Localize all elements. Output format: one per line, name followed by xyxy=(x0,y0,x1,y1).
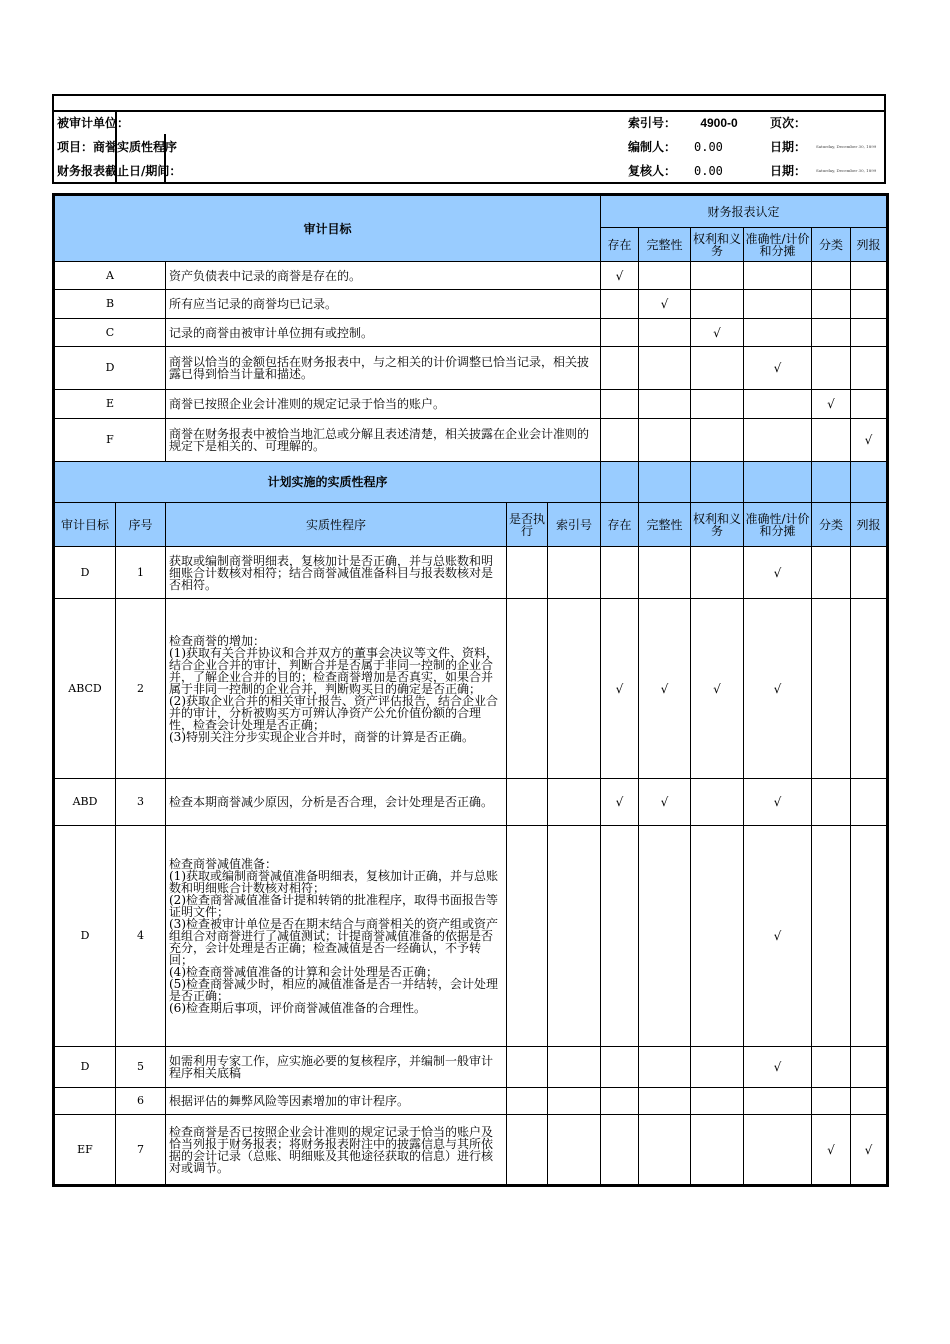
check-mark xyxy=(639,1047,691,1088)
check-mark xyxy=(639,1115,691,1185)
blank-cell xyxy=(744,462,812,503)
check-mark: √ xyxy=(812,1115,851,1185)
date-label-1: 日期： xyxy=(770,140,807,154)
check-mark xyxy=(812,1088,851,1115)
objective-row xyxy=(55,262,887,290)
reviewer-value: 0.00 xyxy=(694,164,723,178)
index-cell[interactable] xyxy=(548,599,601,779)
check-mark: √ xyxy=(851,419,887,462)
check-mark xyxy=(691,1047,744,1088)
objective-row xyxy=(55,347,887,390)
col-executed: 是否执行 xyxy=(507,503,548,547)
index-label: 索引号： xyxy=(628,116,677,130)
blank-cell xyxy=(812,462,851,503)
check-mark xyxy=(812,1047,851,1088)
check-mark xyxy=(851,599,887,779)
index-cell[interactable] xyxy=(548,779,601,826)
auditee-label: 被审计单位： xyxy=(57,116,130,130)
check-mark: √ xyxy=(691,599,744,779)
procedure-text: 检查商誉的增加： (1)获取有关合并协议和合并双方的董事会决议等文件、资料，结合企业合并的审计，判断合并是否属于非同一控制的企业合并，了解企业合并的目的；检查商誉增加是否真实，如果合并属于非同一控制的企业合并，判断购买日的确定是否正确； (2)获取企业合并的相关审计报告、资产评估报告，结合企业合并的审计，分析被购买方可辨认净资产公允价值份额的合理性，检查会计处理是否正确； (3)特别关注分步实现企业合并时，商誉的计算是否正确。 xyxy=(166,599,507,779)
objectives-title: 审计目标 xyxy=(55,196,601,262)
procedure-row xyxy=(55,599,887,779)
check-mark xyxy=(691,1088,744,1115)
procedure-row xyxy=(55,1088,887,1115)
objective-code: F xyxy=(55,419,166,462)
check-mark xyxy=(851,290,887,319)
check-mark xyxy=(691,826,744,1047)
check-mark xyxy=(812,290,851,319)
check-mark xyxy=(601,347,639,390)
executed-cell[interactable] xyxy=(507,547,548,599)
procedure-text: 获取或编制商誉明细表，复核加计是否正确，并与总账数和明细账合计数核对相符；结合商誉减值准备科目与报表数核对是否相符。 xyxy=(166,547,507,599)
index-cell[interactable] xyxy=(548,826,601,1047)
check-mark xyxy=(744,319,812,347)
col-valuation: 准确性/计价和分摊 xyxy=(744,503,812,547)
procedure-seq: 2 xyxy=(116,599,166,779)
check-mark xyxy=(851,319,887,347)
check-mark: √ xyxy=(601,599,639,779)
col-existence: 存在 xyxy=(601,503,639,547)
check-mark: √ xyxy=(744,1047,812,1088)
check-mark xyxy=(639,547,691,599)
check-mark xyxy=(851,1047,887,1088)
index-cell[interactable] xyxy=(548,1088,601,1115)
check-mark: √ xyxy=(744,599,812,779)
check-mark xyxy=(812,347,851,390)
procedure-seq: 5 xyxy=(116,1047,166,1088)
objective-code: C xyxy=(55,319,166,347)
check-mark xyxy=(601,319,639,347)
check-mark xyxy=(601,419,639,462)
objective-row xyxy=(55,419,887,462)
index-cell[interactable] xyxy=(548,1115,601,1185)
objective-text: 商誉已按照企业会计准则的规定记录于恰当的账户。 xyxy=(166,390,601,419)
procedure-seq: 7 xyxy=(116,1115,166,1185)
check-mark xyxy=(639,419,691,462)
project-label: 项目：商誉实质性程序 xyxy=(57,140,178,154)
col-procedure: 实质性程序 xyxy=(166,503,507,547)
check-mark xyxy=(812,319,851,347)
executed-cell[interactable] xyxy=(507,826,548,1047)
procedure-objective: ABD xyxy=(55,779,116,826)
check-mark: √ xyxy=(744,826,812,1047)
objective-text: 资产负债表中记录的商誉是存在的。 xyxy=(166,262,601,290)
procedure-text: 根据评估的舞弊风险等因素增加的审计程序。 xyxy=(166,1088,507,1115)
index-cell[interactable] xyxy=(548,547,601,599)
check-mark xyxy=(744,262,812,290)
reviewer-label: 复核人： xyxy=(628,164,677,178)
procedure-text: 检查商誉是否已按照企业会计准则的规定记录于恰当的账户及恰当列报于财务报表；将财务报表附注中的披露信息与其所依据的会计记录（总账、明细账及其他途径获取的信息）进行核对或调节。 xyxy=(166,1115,507,1185)
check-mark xyxy=(601,390,639,419)
index-value: 4900-0 xyxy=(700,116,738,130)
check-mark xyxy=(639,390,691,419)
executed-cell[interactable] xyxy=(507,779,548,826)
check-mark xyxy=(812,599,851,779)
objective-row xyxy=(55,290,887,319)
procedure-seq: 1 xyxy=(116,547,166,599)
procedure-objective: D xyxy=(55,1047,116,1088)
executed-cell[interactable] xyxy=(507,1047,548,1088)
procedure-text: 如需利用专家工作，应实施必要的复核程序，并编制一般审计程序相关底稿 xyxy=(166,1047,507,1088)
procedure-row xyxy=(55,779,887,826)
check-mark: √ xyxy=(691,319,744,347)
col-seq: 序号 xyxy=(116,503,166,547)
check-mark xyxy=(691,779,744,826)
header-row-period xyxy=(54,159,884,183)
check-mark: √ xyxy=(639,599,691,779)
check-mark xyxy=(639,1088,691,1115)
objective-text: 商誉在财务报表中被恰当地汇总或分解且表述清楚，相关披露在企业会计准则的规定下是相关的、可理解的。 xyxy=(166,419,601,462)
check-mark xyxy=(601,826,639,1047)
check-mark xyxy=(851,347,887,390)
check-mark xyxy=(691,1115,744,1185)
check-mark xyxy=(744,390,812,419)
procedure-objective: D xyxy=(55,547,116,599)
index-cell[interactable] xyxy=(548,1047,601,1088)
check-mark xyxy=(744,1115,812,1185)
check-mark: √ xyxy=(744,347,812,390)
header-row-project xyxy=(54,135,884,159)
preparer-label: 编制人： xyxy=(628,140,677,154)
preparer-value: 0.00 xyxy=(694,140,723,154)
check-mark xyxy=(812,419,851,462)
check-mark xyxy=(691,547,744,599)
check-mark xyxy=(691,347,744,390)
check-mark xyxy=(601,290,639,319)
check-mark xyxy=(812,826,851,1047)
check-mark xyxy=(691,390,744,419)
executed-cell[interactable] xyxy=(507,1115,548,1185)
procedure-text: 检查商誉减值准备： (1)获取或编制商誉减值准备明细表，复核加计正确，并与总账数和明细账合计数核对相符； (2)检查商誉减值准备计提和转销的批准程序，取得书面报告等证明文件； (3)检查被审计单位是否在期末结合与商誉相关的资产组或资产组组合对商誉进行了减值测试；计提商誉减值准备的依据是否充分，会计处理是否正确；检查减值是否一经确认，不予转回； (4)检查商誉减值准备的计算和会计处理是否正确； (5)检查商誉减少时，相应的减值准备是否一并结转，会计处理是否正确； (6)检查期后事项，评价商誉减值准备的合理性。 xyxy=(166,826,507,1047)
procedure-seq: 3 xyxy=(116,779,166,826)
workpaper-header xyxy=(52,94,886,184)
header-top-bar xyxy=(54,96,884,112)
procedure-row xyxy=(55,547,887,599)
col-completeness: 完整性 xyxy=(639,228,691,262)
check-mark xyxy=(601,1088,639,1115)
procedure-objective: EF xyxy=(55,1115,116,1185)
check-mark xyxy=(851,826,887,1047)
check-mark xyxy=(639,347,691,390)
blank-cell xyxy=(639,462,691,503)
col-presentation: 列报 xyxy=(851,228,887,262)
col-valuation: 准确性/计价和分摊 xyxy=(744,228,812,262)
procedures-title-row xyxy=(55,462,887,503)
col-rights: 权利和义务 xyxy=(691,228,744,262)
procedure-seq: 6 xyxy=(116,1088,166,1115)
blank-cell xyxy=(601,462,639,503)
check-mark: √ xyxy=(851,1115,887,1185)
objective-text: 记录的商誉由被审计单位拥有或控制。 xyxy=(166,319,601,347)
check-mark: √ xyxy=(812,390,851,419)
col-classification: 分类 xyxy=(812,503,851,547)
check-mark xyxy=(601,1047,639,1088)
col-rights: 权利和义务 xyxy=(691,503,744,547)
page-label: 页次： xyxy=(770,116,807,130)
procedure-objective: ABCD xyxy=(55,599,116,779)
objective-text: 商誉以恰当的金额包括在财务报表中，与之相关的计价调整已恰当记录，相关披露已得到恰当计量和描述。 xyxy=(166,347,601,390)
date-value-2: Saturday, December 30, 1899 xyxy=(816,168,877,173)
check-mark xyxy=(851,262,887,290)
objective-code: B xyxy=(55,290,166,319)
check-mark xyxy=(744,1088,812,1115)
procedure-row xyxy=(55,826,887,1047)
objective-code: E xyxy=(55,390,166,419)
objective-row xyxy=(55,319,887,347)
col-existence: 存在 xyxy=(601,228,639,262)
check-mark: √ xyxy=(744,779,812,826)
objective-code: A xyxy=(55,262,166,290)
check-mark xyxy=(601,1115,639,1185)
check-mark xyxy=(639,262,691,290)
check-mark xyxy=(691,419,744,462)
check-mark: √ xyxy=(744,547,812,599)
assertions-title: 财务报表认定 xyxy=(601,196,887,228)
check-mark: √ xyxy=(601,262,639,290)
check-mark xyxy=(639,826,691,1047)
period-label: 财务报表截止日/期间： xyxy=(57,164,182,178)
check-mark xyxy=(812,779,851,826)
check-mark xyxy=(812,547,851,599)
executed-cell[interactable] xyxy=(507,1088,548,1115)
executed-cell[interactable] xyxy=(507,599,548,779)
check-mark xyxy=(851,547,887,599)
check-mark xyxy=(851,390,887,419)
col-classification: 分类 xyxy=(812,228,851,262)
objectives-header-row xyxy=(55,196,887,228)
procedure-objective: D xyxy=(55,826,116,1047)
procedure-objective xyxy=(55,1088,116,1115)
objective-row xyxy=(55,390,887,419)
check-mark xyxy=(812,262,851,290)
col-objective: 审计目标 xyxy=(55,503,116,547)
blank-cell xyxy=(691,462,744,503)
procedure-text: 检查本期商誉减少原因，分析是否合理，会计处理是否正确。 xyxy=(166,779,507,826)
objective-code: D xyxy=(55,347,166,390)
check-mark: √ xyxy=(601,779,639,826)
check-mark: √ xyxy=(639,290,691,319)
date-label-2: 日期： xyxy=(770,164,807,178)
check-mark xyxy=(691,290,744,319)
date-value-1: Saturday, December 30, 1899 xyxy=(816,144,877,149)
procedures-title: 计划实施的实质性程序 xyxy=(55,462,601,503)
check-mark xyxy=(601,547,639,599)
procedure-seq: 4 xyxy=(116,826,166,1047)
audit-program-table xyxy=(52,193,889,1187)
check-mark xyxy=(639,319,691,347)
procedure-row xyxy=(55,1115,887,1185)
header-row-auditee xyxy=(54,111,884,135)
check-mark xyxy=(851,1088,887,1115)
check-mark: √ xyxy=(639,779,691,826)
col-index: 索引号 xyxy=(548,503,601,547)
check-mark xyxy=(851,779,887,826)
check-mark xyxy=(744,419,812,462)
col-completeness: 完整性 xyxy=(639,503,691,547)
objective-text: 所有应当记录的商誉均已记录。 xyxy=(166,290,601,319)
procedures-columns-row xyxy=(55,503,887,547)
col-presentation: 列报 xyxy=(851,503,887,547)
procedure-row xyxy=(55,1047,887,1088)
check-mark xyxy=(691,262,744,290)
blank-cell xyxy=(851,462,887,503)
check-mark xyxy=(744,290,812,319)
